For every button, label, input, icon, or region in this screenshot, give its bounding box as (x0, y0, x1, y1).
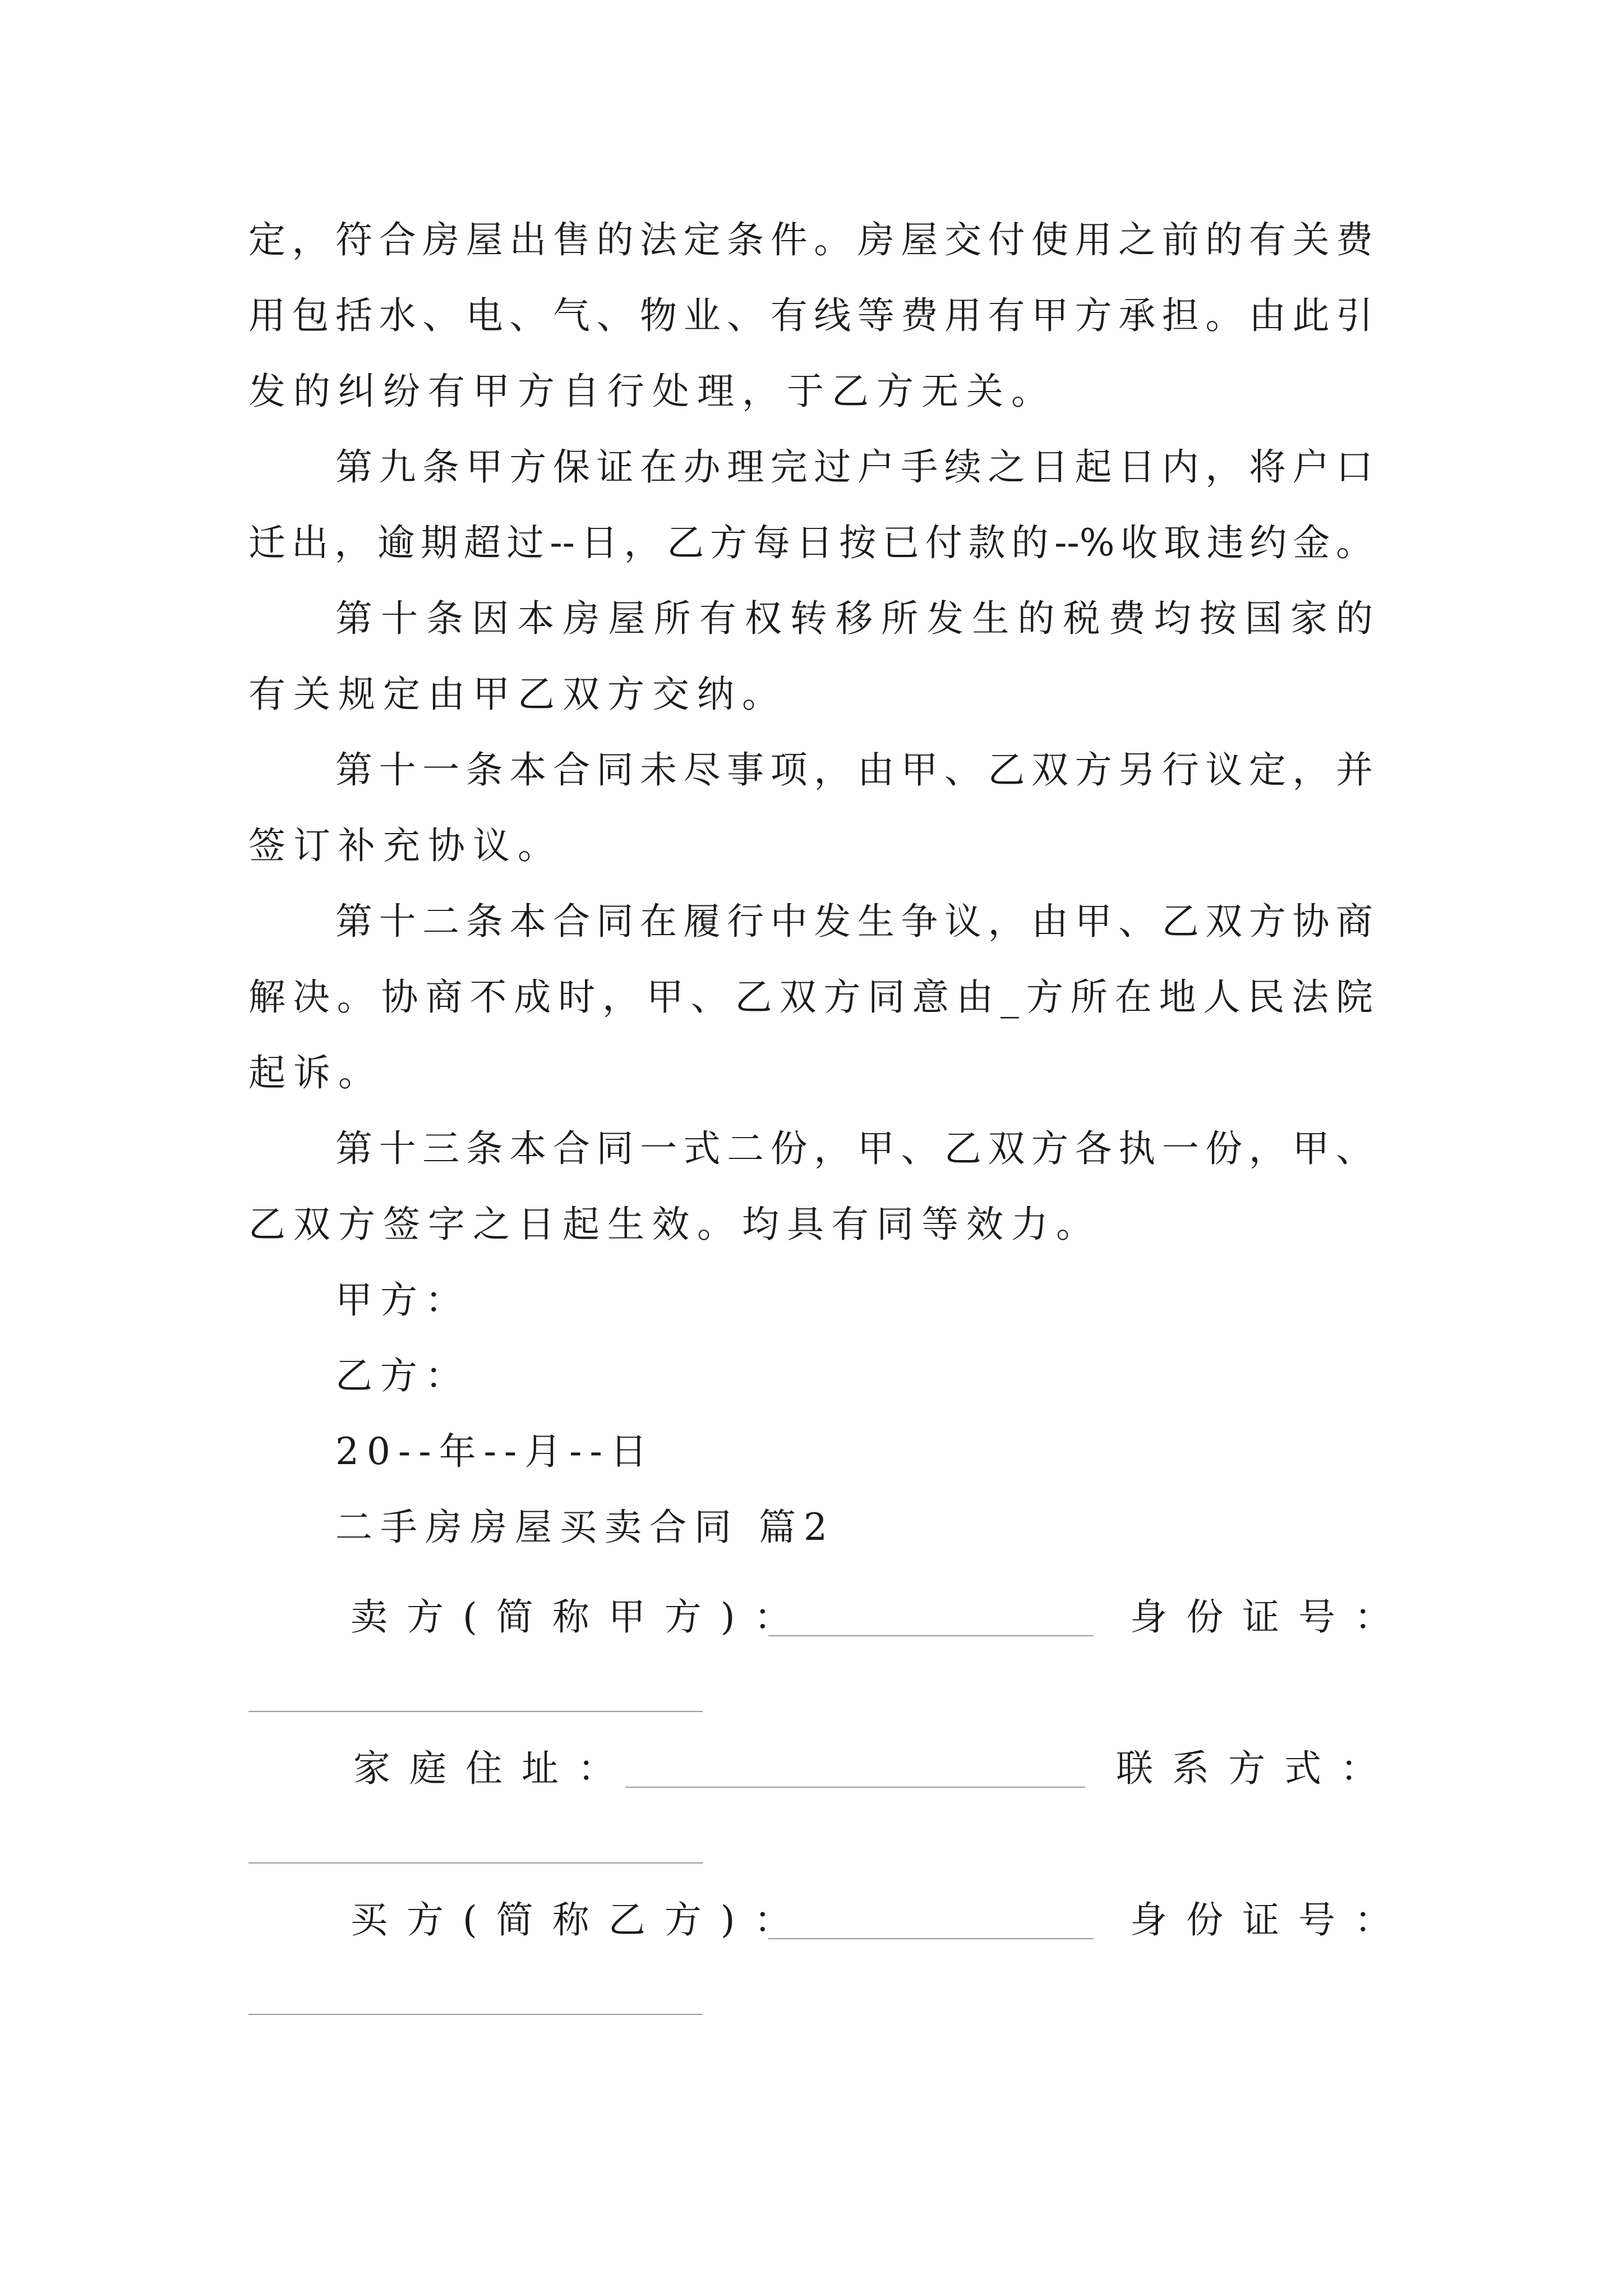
address-blank (625, 1787, 1085, 1788)
article-11-line: 签订补充协议。 (248, 824, 562, 867)
article-10-line: 有关规定由甲乙双方交纳。 (248, 673, 787, 716)
contact-blank (248, 1862, 703, 1864)
article-10-line: 第十条因本房屋所有权转移所发生的税费均按国家的 (335, 597, 1373, 640)
signing-date: 20--年--月--日 (335, 1430, 655, 1473)
address-label: 家庭住址： (353, 1747, 634, 1790)
article-9-line: 第九条甲方保证在办理完过户手续之日起日内，将户口 (335, 445, 1373, 489)
article-12-line: 起诉。 (248, 1051, 383, 1094)
article-12-line: 第十二条本合同在履行中发生争议，由甲、乙双方协商 (335, 900, 1373, 943)
article-13-line: 乙双方签字之日起生效。均具有同等效力。 (248, 1203, 1101, 1246)
seller-label: 卖方(简称甲方)： (351, 1595, 810, 1639)
article-12-line: 解决。协商不成时，甲、乙双方同意由_方所在地人民法院 (248, 976, 1373, 1019)
party-a-signature-label: 甲方： (335, 1278, 470, 1322)
buyer-label: 买方(简称乙方)： (351, 1898, 810, 1941)
party-b-signature-label: 乙方： (335, 1354, 470, 1397)
buyer-id-label: 身份证号： (1130, 1898, 1410, 1941)
paragraph-line: 发的纠纷有甲方自行处理，于乙方无关。 (248, 370, 1056, 413)
article-9-line: 迁出，逾期超过--日，乙方每日按已付款的--%收取违约金。 (248, 521, 1373, 564)
paragraph-line: 定，符合房屋出售的法定条件。房屋交付使用之前的有关费 (248, 218, 1373, 261)
article-13-line: 第十三条本合同一式二份，甲、乙双方各执一份，甲、 (335, 1127, 1373, 1170)
paragraph-line: 用包括水、电、气、物业、有线等费用有甲方承担。由此引 (248, 294, 1373, 337)
seller-id-blank (248, 1711, 703, 1712)
seller-id-label: 身份证号： (1130, 1595, 1410, 1639)
buyer-id-blank (248, 2014, 703, 2015)
buyer-name-blank (768, 1938, 1094, 1939)
contact-label: 联系方式： (1116, 1747, 1396, 1790)
section-heading: 二手房房屋买卖合同 篇2 (335, 1506, 835, 1549)
seller-name-blank (768, 1635, 1094, 1636)
article-11-line: 第十一条本合同未尽事项，由甲、乙双方另行议定，并 (335, 748, 1373, 792)
